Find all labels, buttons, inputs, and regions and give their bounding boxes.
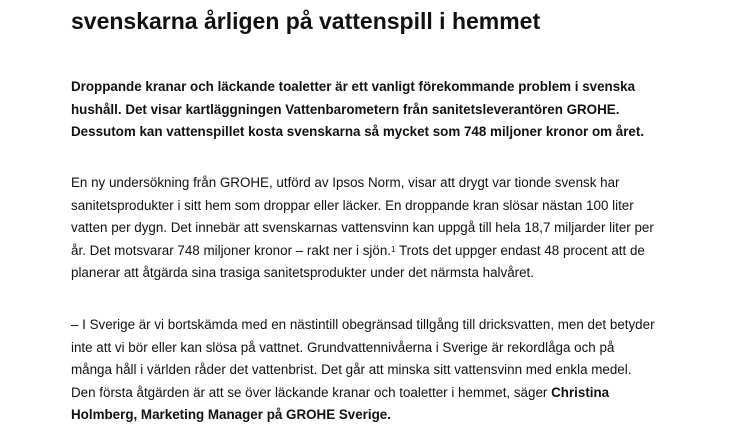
- body-line: många håll i världen råder det vattenbrist. Det går att minska sitt vattensvinn med enkla medel.: [71, 362, 632, 377]
- body-line: inte att vi bör eller kan slösa på vattnet. Grundvattennivåerna i Sverige är rekordlåga och på: [71, 339, 615, 355]
- lead-line: Droppande kranar och läckande toaletter är ett vanligt förekommande problem i svenska: [71, 79, 636, 94]
- body-line: [71, 382, 731, 405]
- footnote-marker: 1: [391, 244, 396, 254]
- body-line: planerar att åtgärda sina trasiga sanitetsprodukter under det närmsta halvåret.: [71, 265, 534, 280]
- body-line: [71, 240, 731, 263]
- speaker-title: Holmberg, Marketing Manager på GROHE Sverige.: [71, 407, 391, 422]
- body-line-text: år. Det motsvarar 748 miljoner kronor – rakt ner i sjön.: [71, 242, 392, 258]
- body-line: sanitetsprodukter i sitt hem som droppar eller läcker. En droppande kran slösar nästan 100 liter: [71, 197, 634, 213]
- body-line-text: Den första åtgärden är att se över läckande kranar och toaletter i hemmet, säger: [71, 384, 552, 400]
- body-paragraph-1: [71, 172, 731, 285]
- lead-paragraph: [71, 76, 731, 144]
- lead-line: Dessutom kan vattenspillet kosta svenskarna så mycket som 748 miljoner kronor om året.: [71, 124, 645, 139]
- body-paragraph-2: [71, 314, 731, 427]
- body-line: – I Sverige är vi bortskämda med en nästintill obegränsad tillgång till dricksvatten, men det betyder: [71, 317, 655, 332]
- body-line: En ny undersökning från GROHE, utförd av Ipsos Norm, visar att drygt var tionde svensk har: [71, 175, 620, 190]
- speaker-name: Christina: [551, 384, 610, 400]
- body-line-text: Trots det uppger endast 48 procent att de: [395, 242, 645, 258]
- lead-line: hushåll. Det visar kartläggningen Vattenbarometern från sanitetsleverantören GROHE.: [71, 101, 620, 117]
- body-line: vatten per dygn. Det innebär att svenskarnas vattensvinn kan uppgå till hela 18,7 miljarder liter per: [71, 220, 654, 235]
- document-title: svenskarna årligen på vattenspill i hemmet: [71, 8, 541, 34]
